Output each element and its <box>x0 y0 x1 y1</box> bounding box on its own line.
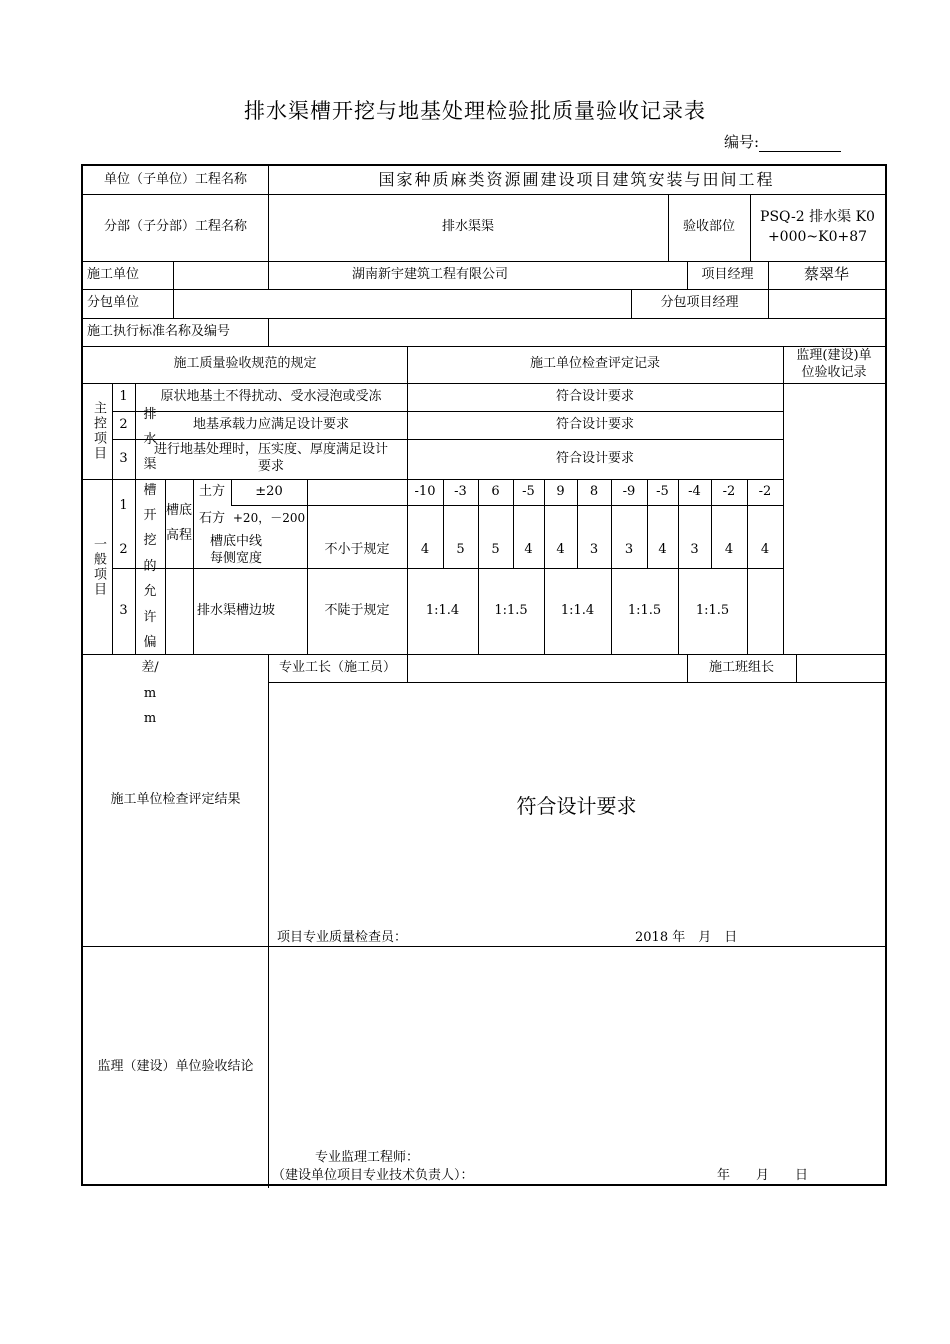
team-leader-value[interactable] <box>796 654 885 682</box>
record-header: 施工单位检查评定记录 <box>529 356 660 372</box>
serial-label: 编号: <box>724 133 760 151</box>
eval-result[interactable]: 符合设计要求 <box>516 794 637 818</box>
earth-spec: ±20 <box>255 483 283 499</box>
sub-pm-label: 分包项目经理 <box>660 295 739 311</box>
center-value[interactable]: 4 <box>524 542 533 558</box>
qc-inspector-label: 项目专业质量检查员： <box>277 929 408 945</box>
rock-label: 石方 <box>198 510 225 526</box>
project-name-value[interactable]: 国家种质麻类资源圃建设项目建筑安装与田间工程 <box>378 169 775 189</box>
main-item-text: 进行地基处理时，压实度、厚度满足设计要求 <box>153 442 388 474</box>
earth-value[interactable]: -5 <box>656 483 669 499</box>
earth-value[interactable]: 8 <box>589 483 599 499</box>
elevation-label: 槽底高程 <box>166 502 193 543</box>
owner-rep-label: （建设单位项目专业技术负责人）： <box>272 1167 474 1183</box>
slope-value[interactable]: 1:1.4 <box>560 602 595 618</box>
center-value[interactable]: 3 <box>690 542 699 558</box>
center-value[interactable]: 5 <box>456 542 465 558</box>
center-value[interactable]: 4 <box>556 542 565 558</box>
inspect-part-label: 验收部位 <box>682 219 735 235</box>
earth-value[interactable]: -5 <box>522 483 535 499</box>
general-label: 一般项目 <box>90 536 106 597</box>
general-supervisor-cell[interactable] <box>783 479 885 654</box>
conclusion-label: 监理（建设）单位验收结论 <box>97 1058 254 1074</box>
foreman-label: 专业工长（施工员） <box>278 659 396 675</box>
center-spec: 不小于规定 <box>324 542 390 558</box>
center-value[interactable]: 4 <box>420 542 430 558</box>
main-item-result[interactable]: 符合设计要求 <box>555 450 634 466</box>
center-value[interactable]: 3 <box>589 542 599 558</box>
center-value[interactable]: 5 <box>491 542 500 558</box>
rock-spec: +20，－200 <box>232 511 306 526</box>
standard-label: 施工执行标准名称及编号 <box>87 323 231 339</box>
slope-value[interactable]: 1:1.5 <box>695 602 730 618</box>
inspection-form <box>81 164 887 1186</box>
main-control-label: 主控项目 <box>90 401 106 461</box>
subproject-value[interactable]: 排水渠渠 <box>441 219 494 235</box>
slope-value[interactable]: 1:1.4 <box>425 602 460 618</box>
center-value[interactable]: 4 <box>658 542 667 558</box>
eval-label: 施工单位检查评定结果 <box>110 791 241 807</box>
main-supervisor-cell[interactable] <box>783 383 885 479</box>
earth-value[interactable]: -2 <box>758 483 772 499</box>
center-value[interactable]: 4 <box>724 542 734 558</box>
earth-value[interactable]: -10 <box>414 483 436 499</box>
standard-value[interactable] <box>268 318 885 346</box>
project-manager-label: 项目经理 <box>701 266 754 282</box>
main-item-result[interactable]: 符合设计要求 <box>555 416 634 432</box>
center-label: 槽底中线每侧宽度 <box>209 533 262 566</box>
foreman-value[interactable] <box>407 654 687 682</box>
slope-label: 排水渠槽边坡 <box>196 602 275 618</box>
earth-value[interactable]: -3 <box>454 483 467 499</box>
contractor-label: 施工单位 <box>87 266 140 282</box>
center-value[interactable]: 3 <box>624 542 634 558</box>
slope-value[interactable]: 1:1.5 <box>627 602 662 618</box>
main-item-text: 原状地基土不得扰动、受水浸泡或受冻 <box>160 388 382 404</box>
subcontractor-label: 分包单位 <box>87 295 140 311</box>
spec-header: 施工质量验收规范的规定 <box>173 356 317 372</box>
main-item-text: 地基承载力应满足设计要求 <box>192 416 349 432</box>
earth-value[interactable]: -4 <box>688 483 701 499</box>
engineer-label: 专业监理工程师： <box>315 1149 420 1165</box>
general-item-no: 1 <box>119 497 128 513</box>
general-item-no: 2 <box>119 542 128 558</box>
project-manager-value[interactable]: 蔡翠华 <box>803 265 849 284</box>
earth-value[interactable]: 6 <box>491 483 500 499</box>
qc-date[interactable]: 2018 年 月 日 <box>635 929 738 945</box>
general-item-no: 3 <box>119 602 128 618</box>
main-item-no: 1 <box>119 388 128 404</box>
earth-value[interactable]: -9 <box>622 483 636 499</box>
contractor-value[interactable]: 湖南新宇建筑工程有限公司 <box>351 266 508 282</box>
owner-date[interactable]: 年 月 日 <box>717 1167 809 1183</box>
subcontractor-value[interactable] <box>173 289 631 318</box>
supervisor-header: 监理(建设)单位验收记录 <box>796 347 872 380</box>
center-value[interactable]: 4 <box>760 542 770 558</box>
inspect-part-value[interactable]: PSQ-2 排水渠 K0+000~K0+87 <box>760 208 875 245</box>
earth-label: 土方 <box>198 483 225 499</box>
slope-value[interactable]: 1:1.5 <box>494 602 528 618</box>
main-item-no: 3 <box>119 450 128 466</box>
serial-blank[interactable] <box>759 136 841 152</box>
deviation-label: 排水渠槽开挖的允许偏差/mm <box>141 406 159 726</box>
sub-pm-value[interactable] <box>768 289 885 318</box>
elevation-spec-blank <box>307 479 407 533</box>
earth-value[interactable]: 9 <box>556 483 565 499</box>
slope-spec: 不陡于规定 <box>324 602 390 618</box>
main-item-no: 2 <box>119 416 128 432</box>
project-name-label: 单位（子单位）工程名称 <box>103 171 247 187</box>
document-title: 排水渠槽开挖与地基处理检验批质量验收记录表 <box>244 99 706 123</box>
earth-value[interactable]: -2 <box>722 483 736 499</box>
serial-number <box>724 131 841 152</box>
subproject-label: 分部（子分部）工程名称 <box>103 219 247 235</box>
team-leader-label: 施工班组长 <box>708 659 774 675</box>
main-item-result[interactable]: 符合设计要求 <box>555 388 634 404</box>
